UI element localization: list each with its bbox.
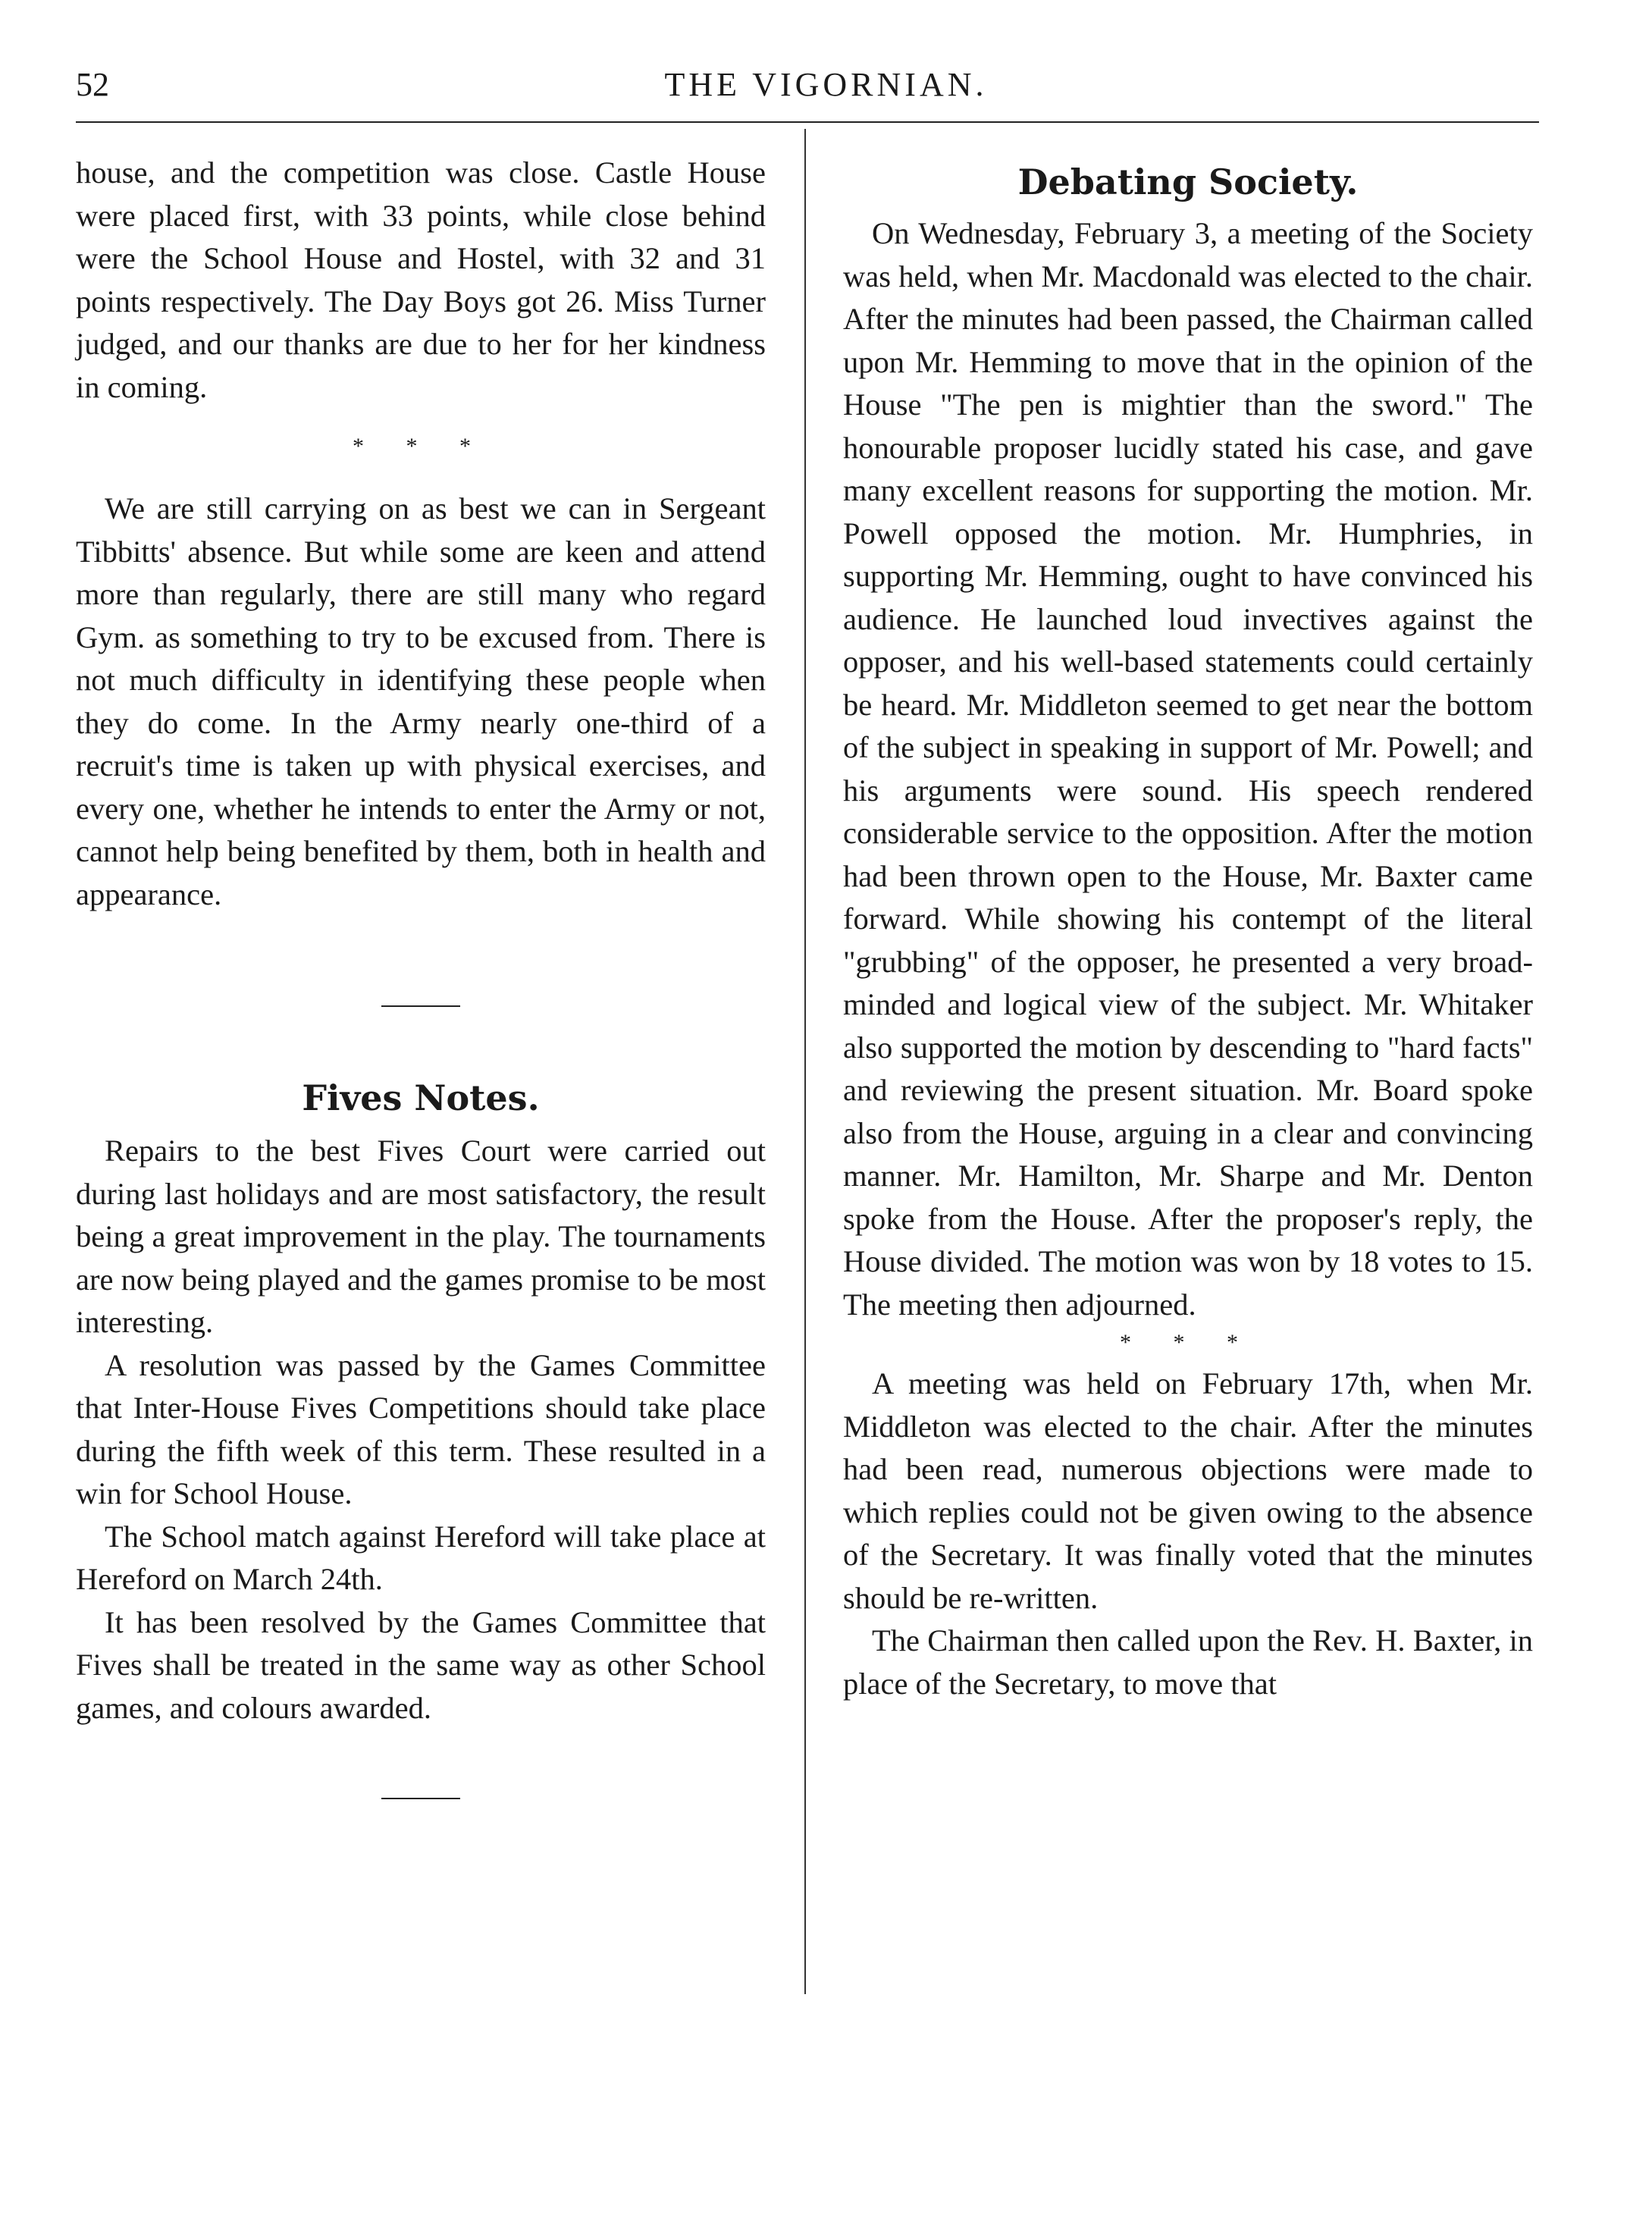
section-separator: * * * [353,434,489,459]
column-divider [804,129,806,1994]
right-column [843,159,1533,1705]
gym-paragraph: We are still carrying on as best we can in Sergeant Tibbitts' absence. But while some are keen and attend more than regularly, there are still many who regard Gym. as something to try to be excused from. There is not much difficulty in identifying these people when they do come. In the Army nearly one-third of a recruit's time is taken up with physical exercises, and every one, whether he intends to enter the Army or not, cannot help being benefited by them, both in health and appearance. [76,491,766,911]
section-rule [381,1005,460,1007]
running-head-title: THE VIGORNIAN. [664,66,988,103]
header-rule [76,121,1539,123]
house-competition-paragraph: house, and the competition was close. Castle House were placed first, with 33 points, while close behind were the School House and Hostel, with 32 and 31 points respectively. The Day Boys got 26. Miss Turner judged, and our thanks are due to her for her kindness in coming. [76,155,766,404]
page-number: 52 [76,66,109,103]
section-separator: * * * [1120,1330,1256,1355]
debating-society-heading: Debating Society. [1017,162,1359,202]
fives-paragraph: A resolution was passed by the Games Committee that Inter-House Fives Competitions should take place during the fifth week of this term. These resulted in a win for School House. [76,1347,766,1510]
section-rule [381,1798,460,1799]
fives-notes-heading: Fives Notes. [302,1077,540,1118]
meeting-paragraph: The Chairman then called upon the Rev. H. Baxter, in place of the Secretary, to move that [843,1623,1533,1701]
fives-paragraph: It has been resolved by the Games Committee that Fives shall be treated in the same way as other School games, and colours awarded. [76,1604,766,1725]
meeting-paragraph: On Wednesday, February 3, a meeting of the Society was held, when Mr. Macdonald was elected to the chair. After the minutes had been passed, the Chairman called upon Mr. Hemming to move that in the opinion of the House "The pen is mightier than the sword." The honourable proposer lucidly stated his case, and gave many excellent reasons for supporting the motion. Mr. Powell opposed the motion. Mr. Humphries, in supporting Mr. Hemming, ought to have convinced his audience. He launched loud invectives against the opposer, and his well-based statements could certainly be heard. Mr. Middleton seemed to get near the bottom of the subject in speaking in support of Mr. Powell; and his arguments were sound. His speech rendered considerable service to the opposition. After the motion had been thrown open to the House, Mr. Baxter came forward. While showing his contempt of the literal "grubbing" of the opposer, he presented a very broad-minded and logical view of the subject. Mr. Whitaker also supported the motion by descending to "hard facts" and reviewing the present situation. Mr. Board spoke also from the House, arguing in a clear and convincing manner. Mr. Hamilton, Mr. Sharpe and Mr. Denton spoke from the House. After the proposer's reply, the House divided. The motion was won by 18 votes to 15. The meeting then adjourned. [843,216,1533,1322]
fives-paragraph: The School match against Hereford will take place at Hereford on March 24th. [76,1519,766,1596]
meeting-paragraph: A meeting was held on February 17th, when Mr. Middleton was elected to the chair. After the minutes had been read, numerous objections were made to which replies could not be given owing to the absence of the Secretary. It was finally voted that the minutes should be re-written. [843,1366,1533,1615]
left-column [76,152,766,1799]
fives-paragraph: Repairs to the best Fives Court were carried out during last holidays and are most satisfactory, the result being a great improvement in the play. The tournaments are now being played and the games promise to be most interesting. [76,1134,766,1339]
